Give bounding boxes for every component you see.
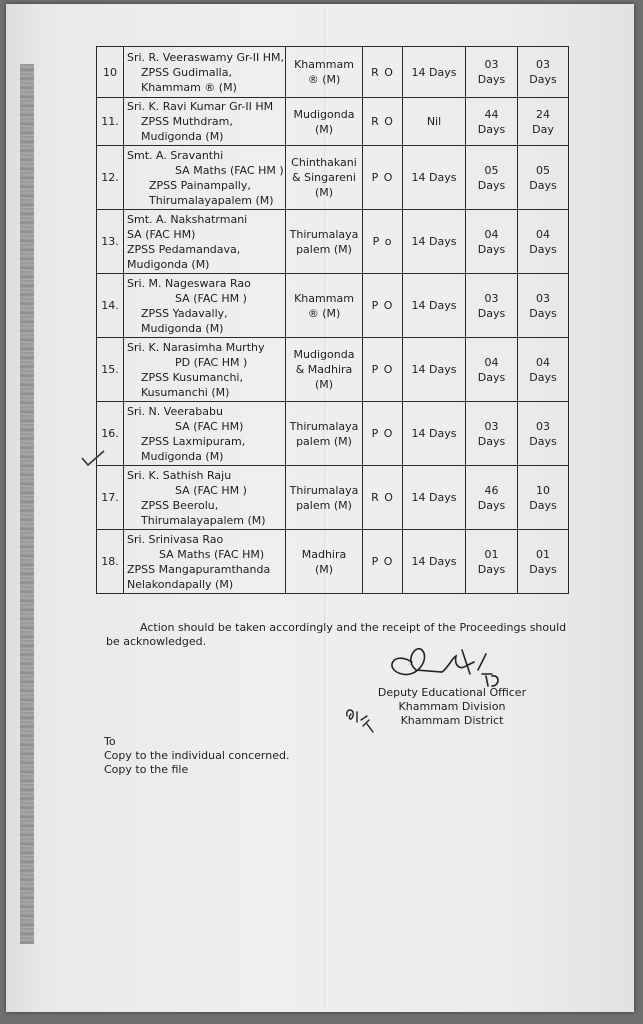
office-type: P O xyxy=(363,338,403,402)
serial-number: 11. xyxy=(97,98,124,146)
leave-days: 03 Days xyxy=(518,47,569,98)
place: Mudigonda & Madhira (M) xyxy=(286,338,363,402)
leave-days: 04 Days xyxy=(518,338,569,402)
place: Thirumalaya palem (M) xyxy=(286,466,363,530)
leave-days: 10 Days xyxy=(518,466,569,530)
serial-number: 14. xyxy=(97,274,124,338)
office-type: R O xyxy=(363,47,403,98)
check-mark-icon xyxy=(80,448,106,468)
serial-number: 12. xyxy=(97,146,124,210)
table-row xyxy=(97,530,569,594)
employee-details: Sri. K. Narasimha Murthy PD (FAC HM ) ZPSS Kusumanchi, Kusumanchi (M) xyxy=(124,338,286,402)
table-row xyxy=(97,47,569,98)
office-type: R O xyxy=(363,98,403,146)
serial-number: 15. xyxy=(97,338,124,402)
table-row xyxy=(97,210,569,274)
office-type: R O xyxy=(363,466,403,530)
leave-days: 24 Day xyxy=(518,98,569,146)
employee-details: Sri. Srinivasa Rao SA Maths (FAC HM) ZPSS Mangapuramthanda Nelakondapally (M) xyxy=(124,530,286,594)
office-type: P O xyxy=(363,146,403,210)
employee-details: Smt. A. Sravanthi SA Maths (FAC HM ) ZPSS Painampally, Thirumalayapalem (M) xyxy=(124,146,286,210)
place: Khammam ® (M) xyxy=(286,274,363,338)
place: Thirumalaya palem (M) xyxy=(286,210,363,274)
table-row xyxy=(97,274,569,338)
office-type: P O xyxy=(363,402,403,466)
table-row xyxy=(97,466,569,530)
leave-days: 04 Days xyxy=(466,338,518,402)
employee-details: Sri. M. Nageswara Rao SA (FAC HM ) ZPSS Yadavally, Mudigonda (M) xyxy=(124,274,286,338)
leave-days: 03 Days xyxy=(466,47,518,98)
leave-days: 04 Days xyxy=(466,210,518,274)
place: Madhira (M) xyxy=(286,530,363,594)
scan-edge-shadow xyxy=(20,64,34,944)
table-row xyxy=(97,146,569,210)
leave-days: 14 Days xyxy=(403,466,466,530)
place: Khammam ® (M) xyxy=(286,47,363,98)
leave-days: 14 Days xyxy=(403,274,466,338)
place: Chinthakani & Singareni (M) xyxy=(286,146,363,210)
serial-number: 17. xyxy=(97,466,124,530)
employee-details: Smt. A. Nakshatrmani SA (FAC HM) ZPSS Pedamandava, Mudigonda (M) xyxy=(124,210,286,274)
employee-details: Sri. N. Veerababu SA (FAC HM) ZPSS Laxmipuram, Mudigonda (M) xyxy=(124,402,286,466)
table-body xyxy=(97,47,569,594)
leave-days: 05 Days xyxy=(466,146,518,210)
leave-days: 14 Days xyxy=(403,47,466,98)
leave-days: 01 Days xyxy=(466,530,518,594)
leave-days: 14 Days xyxy=(403,338,466,402)
leave-days: 03 Days xyxy=(466,402,518,466)
leave-days: 03 Days xyxy=(518,274,569,338)
employee-details: Sri. K. Sathish Raju SA (FAC HM ) ZPSS Beerolu, Thirumalayapalem (M) xyxy=(124,466,286,530)
office-type: P O xyxy=(363,274,403,338)
serial-number: 10 xyxy=(97,47,124,98)
employee-details: Sri. R. Veeraswamy Gr-II HM, ZPSS Gudimalla, Khammam ® (M) xyxy=(124,47,286,98)
leave-days: Nil xyxy=(403,98,466,146)
serial-number: 18. xyxy=(97,530,124,594)
leave-days: 14 Days xyxy=(403,146,466,210)
place: Mudigonda (M) xyxy=(286,98,363,146)
distribution-list: To Copy to the individual concerned. Copy to the file xyxy=(104,735,290,776)
serial-number: 16. xyxy=(97,402,124,466)
table-row xyxy=(97,98,569,146)
leave-days: 01 Days xyxy=(518,530,569,594)
leave-days: 14 Days xyxy=(403,402,466,466)
leave-days: 03 Days xyxy=(466,274,518,338)
staff-leave-table xyxy=(96,46,569,594)
table-row xyxy=(97,338,569,402)
place: Thirumalaya palem (M) xyxy=(286,402,363,466)
handwritten-initial xyxy=(343,706,379,734)
signature-block: Deputy Educational Officer Khammam Division Khammam District xyxy=(377,686,527,727)
leave-days: 05 Days xyxy=(518,146,569,210)
office-type: P O xyxy=(363,530,403,594)
table-row xyxy=(97,402,569,466)
handwritten-signature xyxy=(382,640,512,690)
leave-days: 14 Days xyxy=(403,530,466,594)
employee-details: Sri. K. Ravi Kumar Gr-II HM ZPSS Muthdram, Mudigonda (M) xyxy=(124,98,286,146)
leave-days: 04 Days xyxy=(518,210,569,274)
serial-number: 13. xyxy=(97,210,124,274)
office-type: P o xyxy=(363,210,403,274)
leave-days: 44 Days xyxy=(466,98,518,146)
leave-days: 14 Days xyxy=(403,210,466,274)
leave-days: 03 Days xyxy=(518,402,569,466)
leave-days: 46 Days xyxy=(466,466,518,530)
action-note: Action should be taken accordingly and the receipt of the Proceedings should be acknowledged. xyxy=(106,621,567,648)
